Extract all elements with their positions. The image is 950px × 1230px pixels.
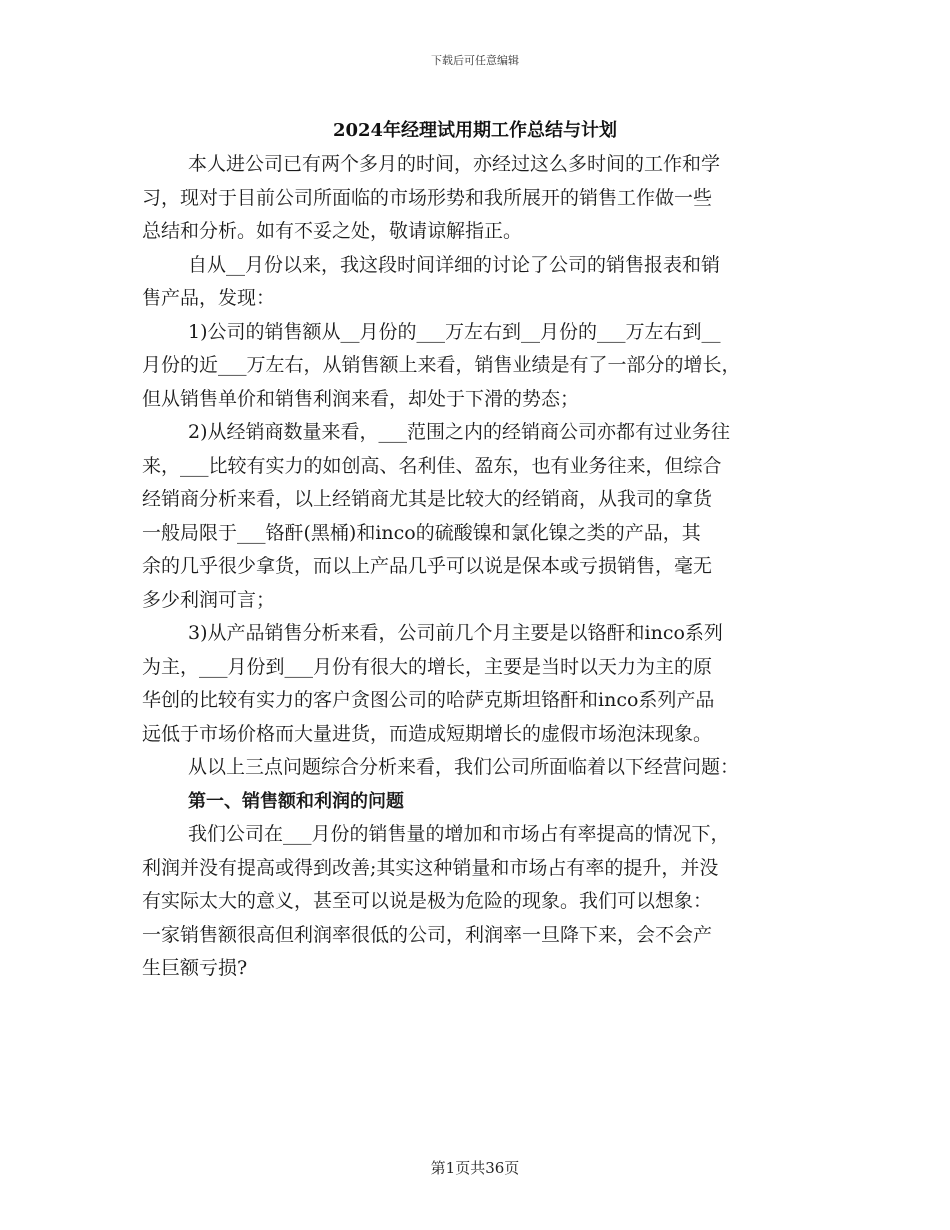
paragraph-line: 远低于市场价格而大量进货，而造成短期增长的虚假市场泡沫现象。 <box>142 722 713 745</box>
paragraph-line: 习，现对于目前公司所面临的市场形势和我所展开的销售工作做一些 <box>142 186 713 209</box>
paragraph-line: 经销商分析来看，以上经销商尤其是比较大的经销商，从我司的拿货 <box>142 488 713 510</box>
section-heading: 第一、销售额和利润的问题 <box>188 790 404 812</box>
paragraph-line: 有实际太大的意义，甚至可以说是极为危险的现象。我们可以想象： <box>142 890 713 912</box>
paragraph-line: 2)从经销商数量来看，___范围之内的经销商公司亦都有过业务往 <box>188 421 731 443</box>
paragraph-line: 为主，___月份到___月份有很大的增长，主要是当时以天力为主的原 <box>142 655 713 678</box>
paragraph-line: 本人进公司已有两个多月的时间，亦经过这么多时间的工作和学 <box>188 153 721 175</box>
paragraph-line: 生巨额亏损? <box>142 957 248 979</box>
paragraph-line: 一般局限于___铬酐(黑桶)和inco的硫酸镍和氯化镍之类的产品，其 <box>142 521 701 544</box>
paragraph-line: 利润并没有提高或得到改善;其实这种销量和市场占有率的提升，并没 <box>142 856 719 879</box>
paragraph-line: 来，___比较有实力的如创高、名利佳、盈东，也有业务往来，但综合 <box>142 454 722 477</box>
paragraph-line: 3)从产品销售分析来看，公司前几个月主要是以铬酐和inco系列 <box>188 622 723 644</box>
paragraph-line: 总结和分析。如有不妥之处，敬请谅解指正。 <box>142 220 523 242</box>
document-title: 2024年经理试用期工作总结与计划 <box>332 120 618 141</box>
paragraph-line: 售产品，发现： <box>142 287 276 309</box>
header-note: 下载后可任意编辑 <box>431 54 519 67</box>
paragraph-line: 月份的近___万左右，从销售额上来看，销售业绩是有了一部分的增长， <box>142 354 741 376</box>
paragraph-line: 但从销售单价和销售利润来看，却处于下滑的势态； <box>142 387 580 410</box>
page-number-footer: 第1页共36页 <box>430 1159 520 1177</box>
paragraph-line: 我们公司在___月份的销售量的增加和市场占有率提高的情况下， <box>188 823 730 845</box>
paragraph-line: 一家销售额很高但利润率很低的公司，利润率一旦降下来，会不会产 <box>142 923 713 946</box>
paragraph-line: 余的几乎很少拿货，而以上产品几乎可以说是保本或亏损销售，毫无 <box>142 555 713 577</box>
paragraph-line: 从以上三点问题综合分析来看，我们公司所面临着以下经营问题： <box>188 756 740 778</box>
paragraph-line: 自从__月份以来，我这段时间详细的讨论了公司的销售报表和销 <box>188 253 721 276</box>
paragraph-line: 华创的比较有实力的客户贪图公司的哈萨克斯坦铬酐和inco系列产品 <box>142 689 715 711</box>
document-body <box>142 148 802 986</box>
paragraph-line: 多少利润可言； <box>142 588 276 611</box>
paragraph-line: 1)公司的销售额从__月份的___万左右到__月份的___万左右到__ <box>188 320 721 343</box>
